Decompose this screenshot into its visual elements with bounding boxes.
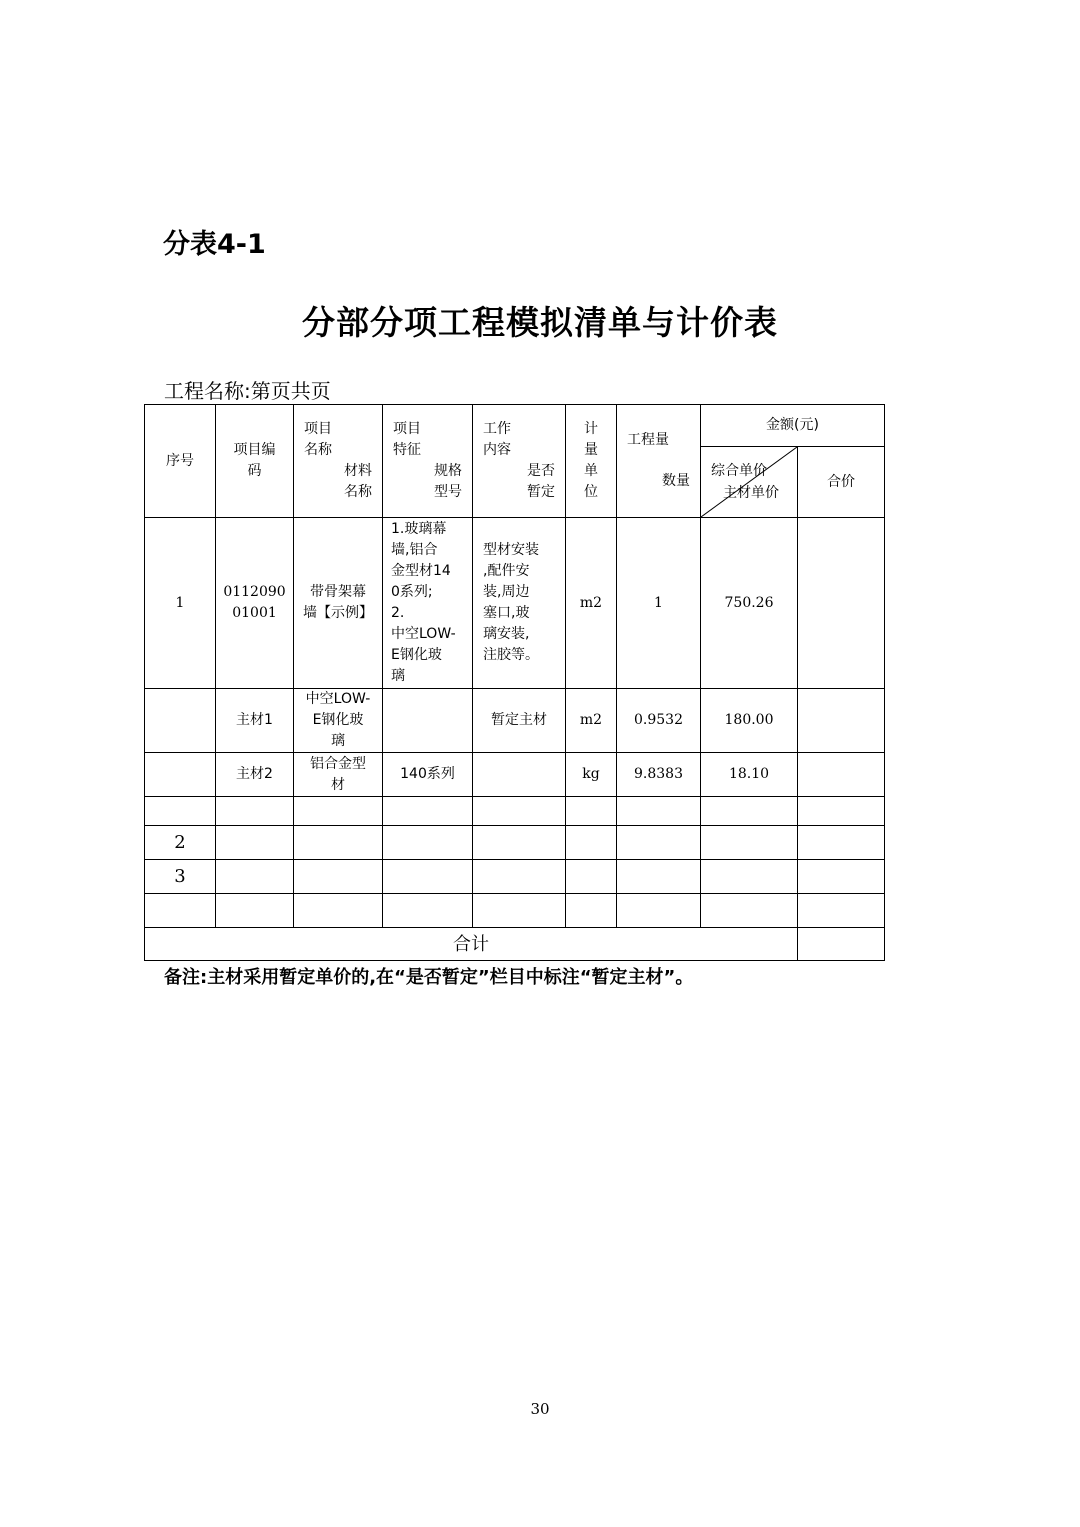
cell-work-line: 型材安装 bbox=[483, 542, 539, 558]
header-code-line: 码 bbox=[247, 463, 262, 479]
cell-empty bbox=[383, 797, 473, 826]
cell-empty bbox=[383, 894, 473, 928]
cell-empty bbox=[383, 860, 473, 894]
cell-empty bbox=[617, 894, 701, 928]
header-unit-price-label: 综合单价 bbox=[711, 463, 767, 479]
cell-empty bbox=[566, 797, 617, 826]
header-name-line: 名称 bbox=[344, 484, 372, 500]
cell-empty bbox=[701, 860, 798, 894]
cell-empty bbox=[566, 894, 617, 928]
cell-name-line: 璃 bbox=[331, 733, 345, 749]
cell-name-line: 带骨架幕 bbox=[310, 584, 366, 600]
table-row bbox=[145, 860, 885, 894]
cell-unit-price: 750.26 bbox=[701, 518, 798, 689]
header-feature-line: 特征 bbox=[393, 442, 421, 458]
header-name-line: 名称 bbox=[304, 442, 332, 458]
cell-work-line: ,配件安 bbox=[483, 563, 530, 579]
header-name-line: 材料 bbox=[344, 463, 372, 479]
cell-unit-price: 18.10 bbox=[701, 753, 798, 797]
table-row bbox=[145, 797, 885, 826]
cell-empty bbox=[383, 826, 473, 860]
header-unit bbox=[566, 405, 617, 518]
cell-name-line: E钢化玻 bbox=[312, 712, 364, 728]
cell-empty bbox=[294, 894, 383, 928]
cell-seq: 1 bbox=[145, 518, 216, 689]
header-feature-line: 规格 bbox=[434, 463, 462, 479]
header-name-line: 项目 bbox=[304, 421, 332, 437]
page-title: 分部分项工程模拟清单与计价表 bbox=[302, 303, 778, 342]
table-row bbox=[145, 894, 885, 928]
cell-work-line: 璃安装, bbox=[483, 626, 530, 642]
cell-feature-line: 璃 bbox=[391, 668, 405, 684]
cell-empty bbox=[701, 797, 798, 826]
cell-seq bbox=[145, 753, 216, 797]
cell-feature-line: 中空LOW- bbox=[391, 626, 456, 642]
cell-empty bbox=[216, 894, 294, 928]
header-code bbox=[216, 405, 294, 518]
header-seq-label: 序号 bbox=[166, 452, 194, 469]
cell-empty bbox=[216, 826, 294, 860]
cell-work bbox=[473, 518, 566, 689]
cell-empty bbox=[701, 894, 798, 928]
cell-unit: m2 bbox=[566, 518, 617, 689]
cell-code: 主材1 bbox=[216, 689, 294, 753]
cell-empty bbox=[798, 860, 885, 894]
cell-empty bbox=[216, 860, 294, 894]
cell-code-line: 01001 bbox=[232, 605, 277, 621]
header-feature-line: 型号 bbox=[434, 484, 462, 500]
table-row bbox=[145, 753, 885, 797]
header-quantity-line: 工程量 bbox=[627, 432, 669, 448]
cell-name bbox=[294, 689, 383, 753]
cell-seq bbox=[145, 797, 216, 826]
header-feature-line: 项目 bbox=[393, 421, 421, 437]
header-material-price-label: 主材单价 bbox=[723, 485, 779, 501]
header-work-line: 内容 bbox=[483, 442, 511, 458]
sum-value bbox=[798, 928, 885, 961]
header-unit-line: 单 bbox=[584, 463, 598, 479]
cell-empty bbox=[617, 797, 701, 826]
cell-empty bbox=[294, 797, 383, 826]
pricing-table bbox=[144, 404, 885, 961]
cell-empty bbox=[566, 826, 617, 860]
cell-seq bbox=[145, 894, 216, 928]
header-total-label: 合价 bbox=[827, 473, 855, 490]
cell-feature-line: 2. bbox=[391, 605, 405, 621]
cell-empty bbox=[216, 797, 294, 826]
header-name bbox=[294, 405, 383, 518]
header-row-1 bbox=[145, 405, 885, 447]
cell-feature bbox=[383, 689, 473, 753]
cell-empty bbox=[473, 894, 566, 928]
cell-empty bbox=[701, 826, 798, 860]
cell-code bbox=[216, 518, 294, 689]
footnote: 备注:主材采用暂定单价的,在“是否暂定”栏目中标注“暂定主材”。 bbox=[164, 967, 694, 988]
header-amount bbox=[701, 405, 885, 447]
cell-work-line: 塞口,玻 bbox=[483, 605, 530, 621]
header-seq bbox=[145, 405, 216, 518]
cell-work: 暂定主材 bbox=[473, 689, 566, 753]
cell-empty bbox=[294, 860, 383, 894]
cell-empty bbox=[473, 797, 566, 826]
cell-name-line: 材 bbox=[331, 776, 345, 793]
cell-empty bbox=[566, 860, 617, 894]
diagonal-divider bbox=[701, 447, 797, 517]
cell-total bbox=[798, 753, 885, 797]
cell-empty bbox=[294, 826, 383, 860]
cell-empty bbox=[617, 826, 701, 860]
cell-feature-line: E钢化玻 bbox=[391, 647, 442, 663]
cell-feature bbox=[383, 518, 473, 689]
cell-feature-line: 1.玻璃幕 bbox=[391, 521, 447, 537]
cell-name-line: 墙【示例】 bbox=[303, 605, 373, 621]
header-work-line: 工作 bbox=[483, 421, 511, 437]
header-feature bbox=[383, 405, 473, 518]
cell-quantity: 0.9532 bbox=[617, 689, 701, 753]
header-unit-price bbox=[701, 447, 798, 518]
sheet-label: 分表4-1 bbox=[163, 229, 266, 260]
cell-name-line: 中空LOW- bbox=[305, 691, 371, 707]
cell-code-line: 0112090 bbox=[223, 584, 286, 600]
cell-feature-line: 金型材14 bbox=[391, 563, 451, 579]
cell-quantity: 1 bbox=[617, 518, 701, 689]
header-unit-line: 计 bbox=[584, 421, 598, 437]
header-quantity-line: 数量 bbox=[662, 473, 690, 489]
sum-label: 合计 bbox=[145, 928, 798, 961]
cell-total bbox=[798, 518, 885, 689]
header-amount-label: 金额(元) bbox=[766, 417, 819, 433]
cell-unit: kg bbox=[566, 753, 617, 797]
header-total bbox=[798, 447, 885, 518]
cell-empty bbox=[798, 797, 885, 826]
cell-name bbox=[294, 518, 383, 689]
cell-feature-line: 墙,铝合 bbox=[391, 542, 438, 558]
page-number: 30 bbox=[530, 1400, 550, 1418]
header-unit-line: 位 bbox=[584, 484, 598, 500]
header-work bbox=[473, 405, 566, 518]
table-row bbox=[145, 826, 885, 860]
cell-empty bbox=[473, 826, 566, 860]
cell-work bbox=[473, 753, 566, 797]
cell-feature: 140系列 bbox=[383, 753, 473, 797]
cell-code: 主材2 bbox=[216, 753, 294, 797]
cell-empty bbox=[798, 826, 885, 860]
table-row bbox=[145, 518, 885, 689]
cell-seq bbox=[145, 689, 216, 753]
header-quantity bbox=[617, 405, 701, 518]
cell-total bbox=[798, 689, 885, 753]
header-code-line: 项目编 bbox=[233, 442, 276, 458]
cell-seq: 2 bbox=[145, 826, 216, 860]
cell-work-line: 装,周边 bbox=[483, 584, 530, 600]
header-work-line: 暂定 bbox=[527, 484, 555, 500]
cell-name bbox=[294, 753, 383, 797]
cell-unit: m2 bbox=[566, 689, 617, 753]
project-name-line: 工程名称:第页共页 bbox=[164, 379, 331, 403]
cell-seq: 3 bbox=[145, 860, 216, 894]
cell-empty bbox=[473, 860, 566, 894]
cell-empty bbox=[617, 860, 701, 894]
table-row bbox=[145, 689, 885, 753]
header-work-line: 是否 bbox=[527, 463, 555, 479]
cell-quantity: 9.8383 bbox=[617, 753, 701, 797]
cell-work-line: 注胶等。 bbox=[483, 647, 539, 663]
sum-row bbox=[145, 928, 885, 961]
cell-unit-price: 180.00 bbox=[701, 689, 798, 753]
header-unit-line: 量 bbox=[584, 442, 598, 458]
cell-empty bbox=[798, 894, 885, 928]
cell-feature-line: 0系列; bbox=[391, 584, 433, 600]
cell-name-line: 铝合金型 bbox=[310, 755, 366, 772]
